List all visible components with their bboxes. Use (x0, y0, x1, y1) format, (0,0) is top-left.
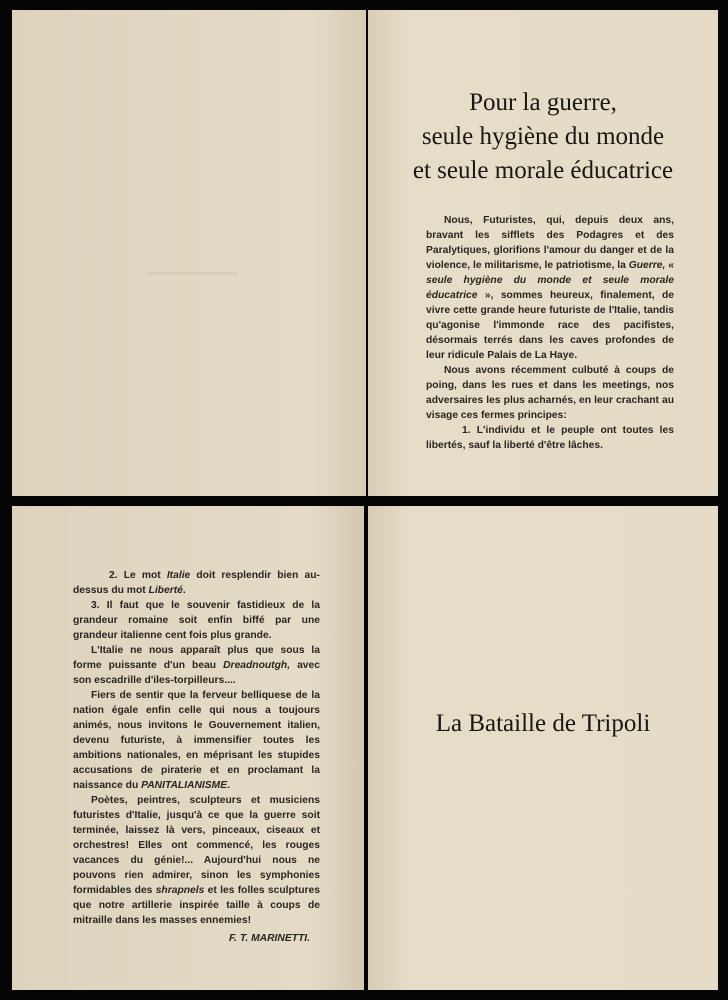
title-line-1: Pour la guerre, (469, 89, 617, 116)
page-top-right (368, 10, 718, 496)
manifesto-body (426, 213, 674, 453)
page-top-left (12, 10, 366, 496)
paragraph: Fiers de sentir que la ferveur belliquese de la nation égale enfin celle qui nous a toujours animés, nous invitons le Gouvernement italien, devenu futuriste, à immensifier toutes les ambitions nationales, en méprisant les stupides accusations de piraterie et en proclamant la naissance du PANITALIANISME. (73, 690, 320, 791)
section-title: La Bataille de Tripoli (435, 710, 651, 737)
principle-1: 1. L'individu et le peuple ont toutes les libertés, sauf la liberté d'être lâches. (426, 425, 674, 451)
manifesto-body-continued (73, 568, 320, 946)
title-line-3: et seule morale éducatrice (412, 157, 674, 184)
paragraph: L'Italie ne nous apparaît plus que sous la forme puissante d'un beau Dreadnoutgh, avec son escadrille d'iles-torpilleurs.... (73, 645, 320, 686)
page-bottom-left (12, 506, 364, 990)
paragraph: Nous avons récemment culbuté à coups de poing, dans les rues et dans les meetings, nos adversaires les plus acharnés, en leur crachant au visage ces fermes principes: (426, 365, 674, 421)
manifesto-title (368, 86, 718, 188)
signature: F. T. MARINETTI. (228, 933, 310, 944)
principle-3: 3. Il faut que le souvenir fastidieux de la grandeur romaine soit enfin biffé par une grandeur italienne cent fois plus grande. (73, 600, 320, 641)
paragraph: Poètes, peintres, sculpteurs et musiciens futuristes d'Italie, jusqu'à ce que la guerre soit terminée, laissez là vers, pinceaux, ciseaux et orchestres! Elles ont commencé, les rouges vacances du génie!... Aujourd'hui nous ne pouvons rien admirer, sinon les symphonies formidables des shrapnels et les folles sculptures que notre artillerie inspirée taille à coups de mitraille dans les masses ennemies! (73, 795, 320, 926)
title-line-2: seule hygiène du monde (421, 123, 665, 150)
page-bottom-right (368, 506, 718, 990)
show-through-text (12, 88, 366, 139)
paragraph: Nous, Futuristes, qui, depuis deux ans, bravant les sifflets des Podagres et des Paralytiques, glorifions l'amour du danger et de la violence, le militarisme, le patriotisme, la Guerre, « seule hygiène du monde et seule morale éducatrice », sommes heureux, finalement, de vivre cette grande heure futuriste de l'Italie, tandis qu'agonise l'immonde race des pacifistes, désormais terrés dans les caves profondes de leur ridicule Palais de La Haye. (426, 215, 675, 361)
principle-2: 2. Le mot Italie doit resplendir bien au-dessus du mot Liberté. (73, 570, 320, 596)
show-through-rule (147, 272, 237, 275)
